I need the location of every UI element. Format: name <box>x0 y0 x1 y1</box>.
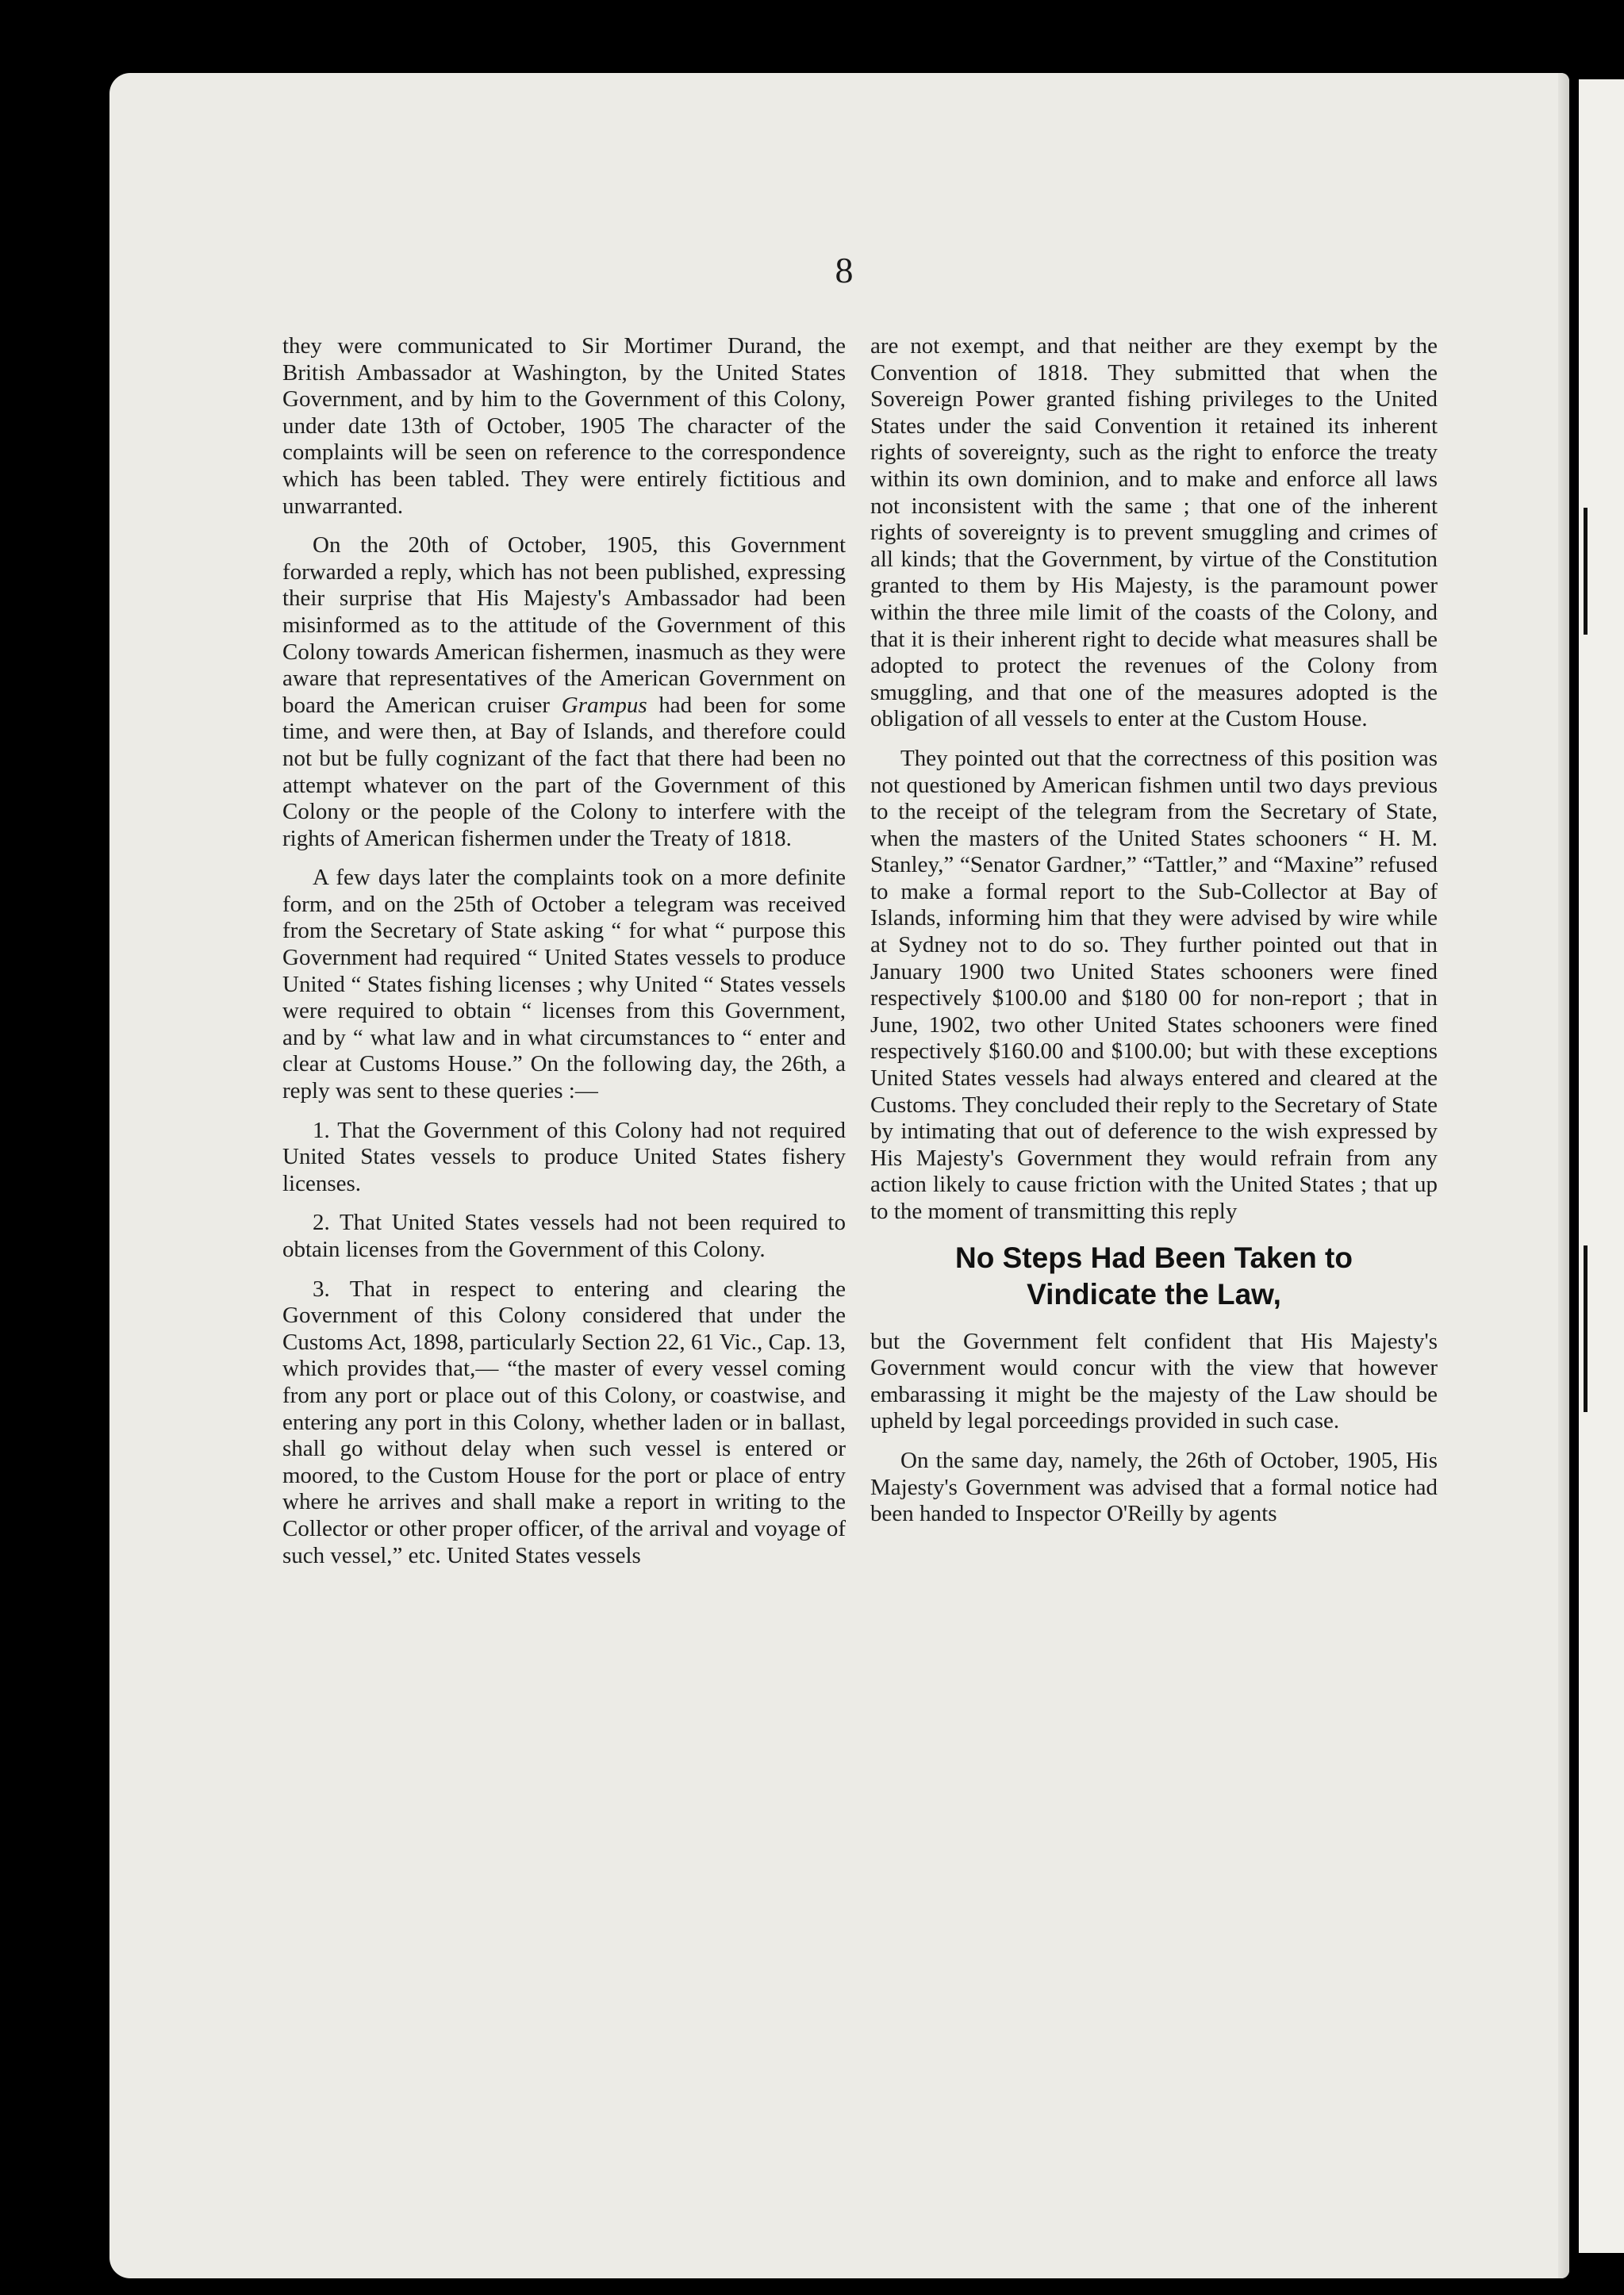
ship-name: Grampus <box>561 692 647 718</box>
binding-mark <box>1584 508 1588 635</box>
right-column <box>870 333 1438 1528</box>
list-item: 3. That in respect to entering and clearing the Government of this Colony considered that under the Customs Act, 1898, particularly Section 22, 61 Vic., Cap. 13, which provides that,— “the master of every vessel coming from any port or place out of this Colony, or coastwise, and entering any port in this Colony, whether laden or in ballast, shall go without delay when such vessel is entered or moored, to the Custom House for the port or place of entry where he arrives and shall make a report in writing to the Collector or other proper officer, of the arrival and voyage of such vessel,” etc. United States vessels <box>282 1276 846 1568</box>
paragraph: On the same day, namely, the 26th of October, 1905, His Majesty's Government was advised that a formal notice had been handed to Inspector O'Reilly by agents <box>870 1447 1438 1527</box>
paragraph: A few days later the complaints took on a more definite form, and on the 25th of October a telegram was received from the Secretary of State asking “ for what “ purpose this Government had required “ United States vessels to produce United “ States fishing licenses ; why United “ States vessels were required to obtain “ licenses from this Government, and by “ what law and in what circumstances to “ enter and clear at Customs House.” On the following day, the 26th, a reply was sent to these queries :— <box>282 865 846 1104</box>
left-column <box>282 333 846 1569</box>
section-heading-line: No Steps Had Been Taken to <box>955 1241 1353 1274</box>
page-number: 8 <box>835 250 854 290</box>
paragraph <box>282 532 846 852</box>
section-heading <box>870 1240 1438 1313</box>
paragraph: but the Government felt confident that His Majesty's Government would concur with the view that however embarassing it might be the majesty of the Law should be upheld by legal porceedings provided in such case. <box>870 1328 1438 1434</box>
paragraph: are not exempt, and that neither are they exempt by the Convention of 1818. They submitted that when the Sovereign Power granted fishing privileges to the United States under the said Convention it retained its inherent rights of sovereignty, such as the right to enforce the treaty within its own dominion, and to make and enforce all laws not inconsistent with the same ; that one of the inherent rights of sovereignty is to prevent smuggling and crimes of all kinds; that the Government, by virtue of the Constitution granted to them by His Majesty, is the paramount power within the three mile limit of the coasts of the Colony, and that it is their inherent right to decide what measures shall be adopted to protect the revenues of the Colony from smuggling, and that one of the measures adopted is the obligation of all vessels to enter at the Custom House. <box>870 333 1438 732</box>
page-fold-shadow <box>1558 73 1569 2278</box>
binding-mark <box>1584 1245 1588 1412</box>
list-item: 1. That the Government of this Colony had not required United States vessels to produce United States fishery licenses. <box>282 1117 846 1196</box>
list-item: 2. That United States vessels had not been required to obtain licenses from the Government of this Colony. <box>282 1210 846 1262</box>
text-run: On the 20th of October, 1905, this Government forwarded a reply, which has not been published, expressing their surprise that His Majesty's Ambassador had been misinformed as to the attitude of the Government of this Colony towards American fishermen, inasmuch as they were aware that representatives of the American Government on board the American cruiser <box>282 532 846 718</box>
paragraph: They pointed out that the correctness of this position was not questioned by American fishmen until two days previous to the receipt of the telegram from the Secretary of State, when the masters of the United States schooners “ H. M. Stanley,” “Senator Gardner,” “Tattler,” and “Maxine” refused to make a formal report to the Sub-Collector at Bay of Islands, informing him that they were advised by wire while at Sydney not to do so. They further pointed out that in January 1900 two United States schooners were fined respectively $100.00 and $180 00 for non-report ; that in June, 1902, two other United States schooners were fined respectively $160.00 and $100.00; but with these exceptions United States vessels had always entered and cleared at the Customs. They concluded their reply to the Secretary of State by intimating that out of deference to the wish expressed by His Majesty's Government they would refrain from any action likely to cause friction with the United States ; that up to the moment of transmitting this reply <box>870 745 1438 1224</box>
paragraph: they were communicated to Sir Mortimer Durand, the British Ambassador at Washington, by the United States Government, and by him to the Government of this Colony, under date 13th of October, 1905 The character of the complaints will be seen on reference to the correspondence which has been tabled. They were entirely fictitious and unwarranted. <box>282 333 846 519</box>
text-run: had been for some time, and were then, at Bay of Islands, and therefore could not but be fully cognizant of the fact that there had been no attempt whatever on the part of the Government of this Colony or the people of the Colony to interfere with the rights of American fishermen under the Treaty of 1818. <box>282 692 847 851</box>
section-heading-line: Vindicate the Law, <box>1027 1277 1281 1311</box>
facing-page-edge <box>1579 79 1624 2253</box>
